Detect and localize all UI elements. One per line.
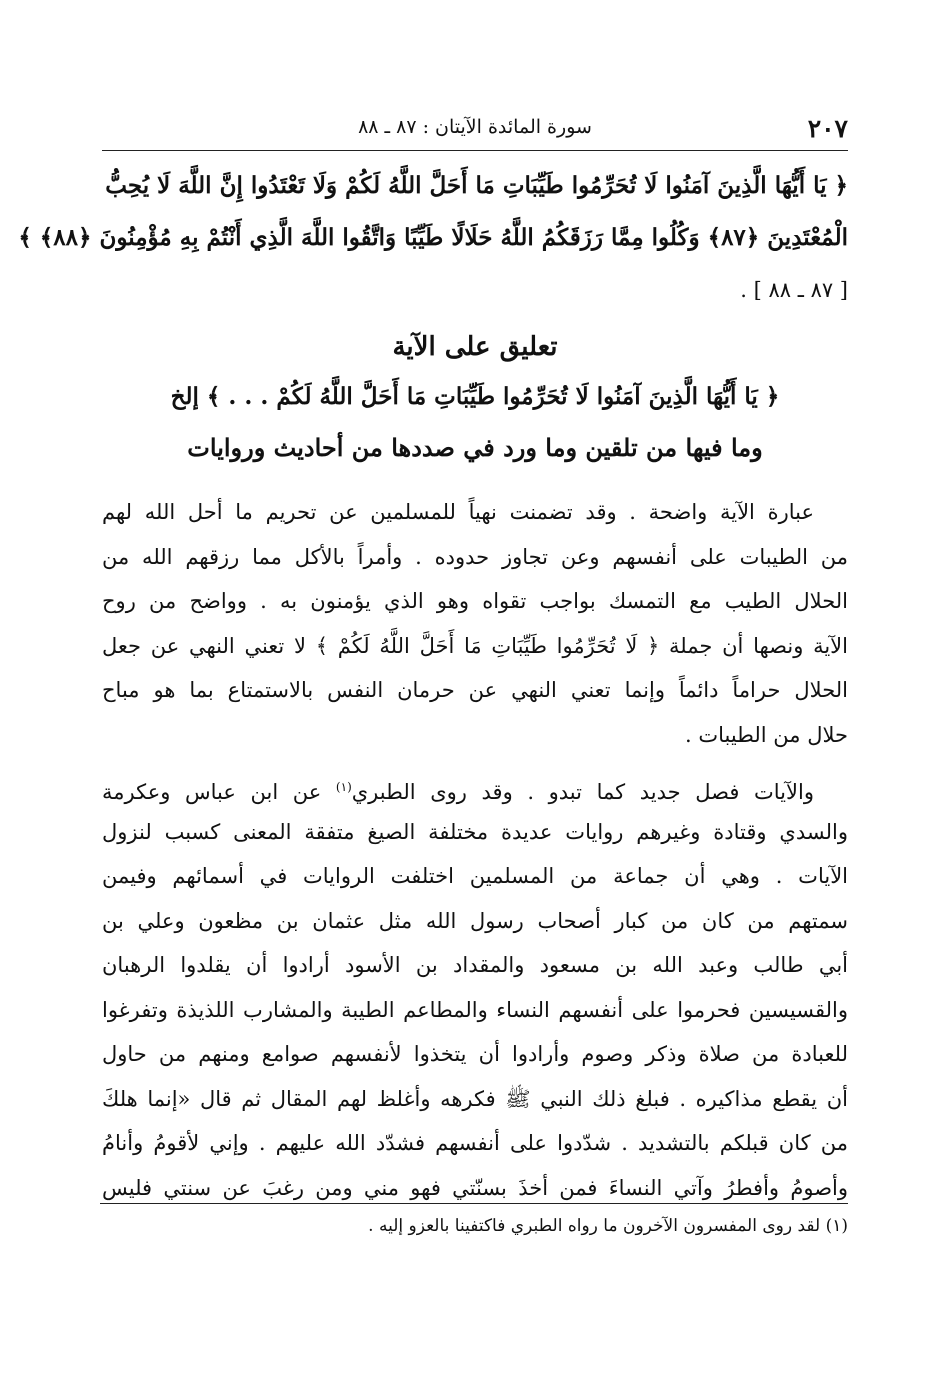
paragraph-line: الآية ونصها أن جملة ﴿ لَا تُحَرِّمُوا طَيِّبَاتِ مَا أَحَلَّ اللَّهُ لَكُمْ ﴾ لا تعني النهي عن جعل: [102, 633, 848, 658]
paragraph-text: عن ابن عباس وعكرمة: [102, 780, 336, 804]
section-title: تعليق على الآية: [392, 332, 558, 362]
page-number: ٢٠٧: [807, 114, 848, 143]
page-header: [102, 112, 848, 146]
paragraph-line: عبارة الآية واضحة . وقد تضمنت نهياً للمسلمين عن تحريم ما أحل الله لهم: [102, 500, 814, 524]
verse-reference: [ ٨٧ ـ ٨٨ ] .: [740, 278, 848, 302]
paragraph-line: وأصومُ وأفطرُ وآتي النساءَ فمن أخذَ بسنّتي فهو مني ومن رغبَ عن سنتي فليس: [102, 1175, 848, 1200]
paragraph-line: من الطيبات على أنفسهم وعن تجاوز حدوده . وأمراً بالأكل مما رزقهم الله من: [102, 544, 848, 569]
paragraph-text: والآيات فصل جديد كما تبدو . وقد روى الطبري: [351, 780, 814, 804]
paragraph-line: للعبادة من صلاة وذكر وصوم وأرادوا أن يتخذوا لأنفسهم صوامع ومنهم من حاول: [102, 1042, 848, 1066]
paragraph-line: أبي طالب وعبد الله بن مسعود والمقداد بن الأسود أرادوا أن يقلدوا الرهبان: [102, 953, 848, 977]
paragraph-line: سمتهم من كان من كبار أصحاب رسول الله مثل عثمان بن مظعون وعلي بن: [102, 908, 848, 933]
footnote-reference[interactable]: (١): [335, 780, 352, 794]
section-verse: ﴿ يَا أَيُّهَا الَّذِينَ آمَنُوا لَا تُحَرِّمُوا طَيِّبَاتِ مَا أَحَلَّ اللَّهُ لَكُمْ . . . ﴾ إلخ: [170, 383, 780, 410]
paragraph-1: [102, 490, 848, 757]
footnote: (١) لقد روى المفسرون الآخرون ما رواه الطبري فاكتفينا بالعزو إليه .: [368, 1216, 848, 1236]
quran-verse-block: [18, 160, 848, 316]
paragraph-line: الحلال الطيب مع التمسك بواجب تقواه وهو الذي يؤمنون به . وواضح من روح: [102, 589, 848, 613]
running-title: سورة المائدة الآيتان : ٨٧ ـ ٨٨: [358, 116, 592, 138]
verse-line-2: الْمُعْتَدِينَ ﴿٨٧﴾ وَكُلُوا مِمَّا رَزَقَكُمُ اللَّهُ حَلَالًا طَيِّبًا وَاتَّقُوا اللَّهَ الَّذِي أَنْتُمْ بِهِ مُؤْمِنُونَ ﴿٨٨﴾ ﴾: [18, 224, 848, 251]
paragraph-line: [102, 765, 848, 810]
verse-line-1: ﴿ يَا أَيُّهَا الَّذِينَ آمَنُوا لَا تُحَرِّمُوا طَيِّبَاتِ مَا أَحَلَّ اللَّهُ لَكُمْ وَلَا تَعْتَدُوا إِنَّ اللَّهَ لَا يُحِبُّ: [105, 172, 848, 199]
paragraph-line: حلال من الطيبات .: [684, 722, 848, 747]
paragraph-line: الآيات . وهي أن جماعة من المسلمين اختلفت الروايات في أسمائهم وفيمن: [102, 864, 848, 888]
paragraph-line: والسدي وقتادة وغيرهم روايات عديدة مختلفة الصيغ متفقة المعنى كسبب لنزول: [102, 819, 848, 844]
paragraph-line: الحلال حراماً دائماً وإنما تعني النهي عن حرمان النفس بالاستمتاع بما هو مباح: [102, 678, 848, 702]
footnote-rule: [100, 1203, 848, 1204]
paragraph-line: أن يقطع مذاكيره . فبلغ ذلك النبي ﷺ فكرهه وأغلظ لهم المقال ثم قال «إنما هلكَ: [102, 1086, 848, 1111]
paragraph-line: والقسيسين فحرموا على أنفسهم النساء والمطاعم الطيبة والمشارب اللذيذة وتفرغوا: [102, 997, 848, 1022]
paragraph-2: [102, 765, 848, 1210]
header-rule: [102, 150, 848, 151]
section-subtitle: وما فيها من تلقين وما ورد في صددها من أحاديث وروايات: [187, 433, 763, 462]
paragraph-line: من كان قبلكم بالتشديد . شدّدوا على أنفسهم فشدّد الله عليهم . وإني لأقومُ وأنامُ: [102, 1131, 848, 1155]
